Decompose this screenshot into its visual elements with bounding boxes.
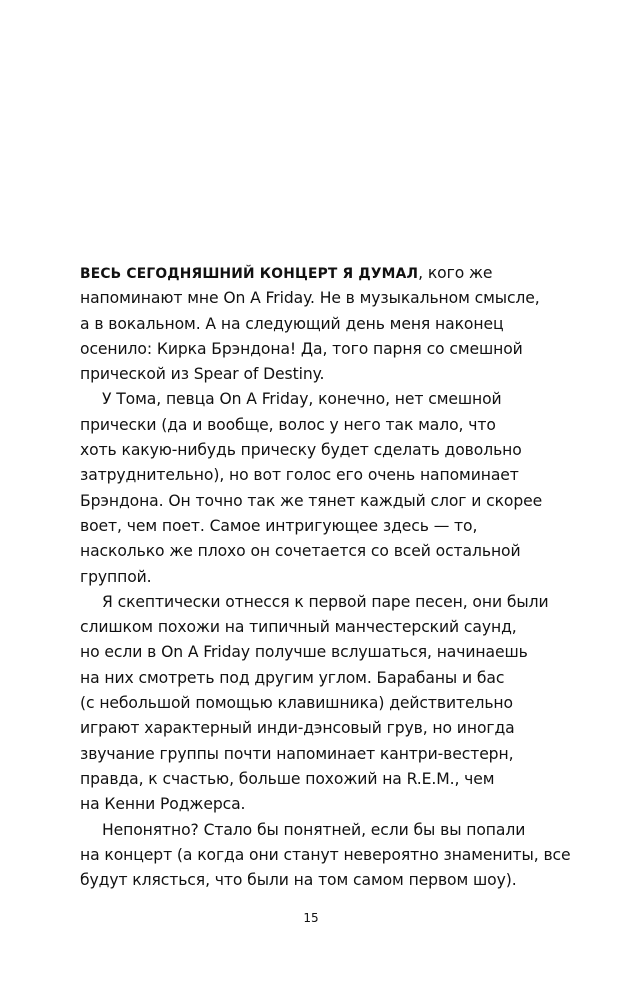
paragraph-line: напоминают мне On A Friday. Не в музыкальном смысле,	[80, 289, 540, 308]
paragraph-line: (с небольшой помощью клавишника) действительно	[80, 694, 513, 713]
paragraph-line: Непонятно? Стало бы понятней, если бы вы попали	[102, 820, 526, 839]
paragraph-line: воет, чем поет. Самое интригующее здесь — то,	[80, 516, 478, 535]
paragraph-line: У Тома, певца On A Friday, конечно, нет смешной	[102, 390, 502, 409]
paragraph-line: слишком похожи на типичный манчестерский саунд,	[80, 618, 517, 637]
paragraph-2	[80, 387, 580, 589]
body-text	[80, 261, 580, 893]
paragraph-line: прической из Spear of Destiny.	[80, 365, 325, 384]
paragraph-line: на них смотреть под другим углом. Барабаны и бас	[80, 668, 505, 687]
paragraph-line: насколько же плохо он сочетается со всей остальной	[80, 542, 521, 561]
paragraph-3	[80, 590, 580, 818]
paragraph-line: но если в On A Friday получше вслушаться, начинаешь	[80, 643, 528, 662]
paragraph-line: правда, к счастью, больше похожий на R.E.M., чем	[80, 769, 495, 788]
paragraph-line: затруднительно), но вот голос его очень напоминает	[80, 466, 519, 485]
page-number: 15	[303, 911, 319, 925]
paragraph-line: Я скептически отнесся к первой паре песен, они были	[102, 592, 549, 611]
paragraph-line: а в вокальном. А на следующий день меня наконец	[80, 314, 504, 333]
lead-in-small-caps: ВЕСЬ СЕГОДНЯШНИЙ КОНЦЕРТ Я ДУМАЛ	[80, 266, 419, 282]
paragraph-line: осенило: Кирка Брэндона! Да, того парня со смешной	[80, 339, 523, 358]
paragraph-line: хоть какую-нибудь прическу будет сделать довольно	[80, 441, 522, 460]
paragraph-line: на Кенни Роджерса.	[80, 795, 246, 814]
paragraph-1	[80, 261, 580, 387]
paragraph-line: будут клясться, что были на том самом первом шоу).	[80, 871, 517, 890]
paragraph-line: группой.	[80, 567, 152, 586]
paragraph-line: на концерт (а когда они станут невероятно знамениты, все	[80, 845, 571, 864]
paragraph-line: прически (да и вообще, волос у него так мало, что	[80, 415, 496, 434]
paragraph-4	[80, 818, 580, 894]
paragraph-line: звучание группы почти напоминает кантри-вестерн,	[80, 744, 514, 763]
paragraph-line: играют характерный инди-дэнсовый грув, но иногда	[80, 719, 515, 738]
paragraph-line: Брэндона. Он точно так же тянет каждый слог и скорее	[80, 491, 543, 510]
paragraph-line: ВЕСЬ СЕГОДНЯШНИЙ КОНЦЕРТ Я ДУМАЛ, кого же	[80, 264, 493, 282]
